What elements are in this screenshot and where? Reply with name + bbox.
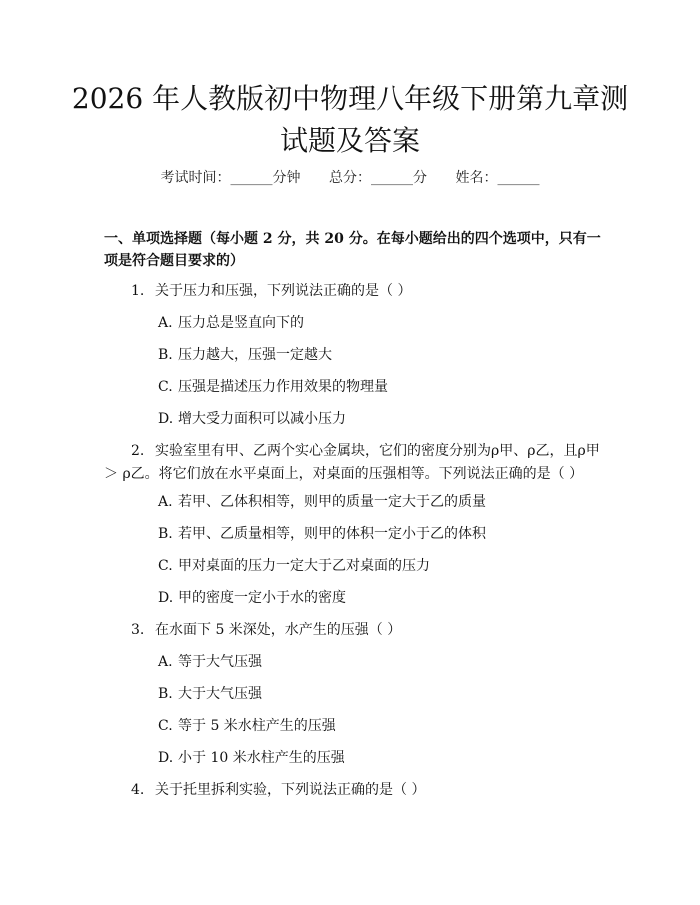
option-3d <box>158 748 598 768</box>
question-text: 在水面下 5 米深处，水产生的压强（ ） <box>155 622 402 638</box>
option-1a <box>158 313 598 333</box>
question-number: 1. <box>131 283 145 299</box>
option-letter: B. <box>158 526 173 542</box>
option-text: 大于大气压强 <box>178 686 262 702</box>
option-text: 压强是描述压力作用效果的物理量 <box>178 379 388 395</box>
question-2 <box>104 440 602 486</box>
question-number: 2. <box>131 443 145 459</box>
option-1c <box>158 377 598 397</box>
option-text: 等于 5 米水柱产生的压强 <box>178 718 336 734</box>
exam-time: 考试时间：______分钟 <box>160 170 301 186</box>
option-letter: C. <box>158 558 173 574</box>
question-number: 3. <box>131 622 145 638</box>
option-letter: D. <box>158 590 174 606</box>
option-letter: B. <box>158 686 173 702</box>
question-number: 4. <box>131 782 145 798</box>
section-heading: 一、单项选择题（每小题 2 分，共 20 分。在每小题给出的四个选项中，只有一项是符合题目要求的） <box>104 231 601 269</box>
option-text: 若甲、乙体积相等，则甲的质量一定大于乙的质量 <box>178 494 486 510</box>
option-letter: A. <box>158 315 173 331</box>
option-2d <box>158 588 598 608</box>
option-letter: A. <box>158 654 173 670</box>
option-letter: A. <box>158 494 173 510</box>
option-letter: B. <box>158 347 173 363</box>
exam-name: 姓名：______ <box>455 170 540 186</box>
option-letter: D. <box>158 411 174 427</box>
question-4 <box>104 779 602 802</box>
option-text: 压力总是竖直向下的 <box>178 315 304 331</box>
option-2b <box>158 524 598 544</box>
option-text: 若甲、乙质量相等，则甲的体积一定小于乙的体积 <box>178 526 486 542</box>
exam-score: 总分：______分 <box>329 170 427 186</box>
option-3b <box>158 684 598 704</box>
option-3a <box>158 652 598 672</box>
question-text: 实验室里有甲、乙两个实心金属块，它们的密度分别为ρ甲、ρ乙，且ρ甲 ＞ ρ乙。将它们放在水平桌面上，对桌面的压强相等。下列说法正确的是（ ） <box>104 443 600 482</box>
option-text: 压力越大，压强一定越大 <box>178 347 332 363</box>
option-1b <box>158 345 598 365</box>
option-2c <box>158 556 598 576</box>
option-letter: D. <box>158 750 174 766</box>
option-text: 甲对桌面的压力一定大于乙对桌面的压力 <box>178 558 430 574</box>
option-text: 增大受力面积可以减小压力 <box>178 411 346 427</box>
exam-meta <box>0 168 700 188</box>
option-text: 小于 10 米水柱产生的压强 <box>178 750 345 766</box>
option-text: 甲的密度一定小于水的密度 <box>178 590 346 606</box>
option-3c <box>158 716 598 736</box>
option-letter: C. <box>158 379 173 395</box>
question-3 <box>104 619 602 642</box>
question-text: 关于托里拆利实验，下列说法正确的是（ ） <box>155 782 426 798</box>
option-letter: C. <box>158 718 173 734</box>
document-title: 2026 年人教版初中物理八年级下册第九章测试题及答案 <box>71 82 629 157</box>
option-text: 等于大气压强 <box>178 654 262 670</box>
option-2a <box>158 492 598 512</box>
question-text: 关于压力和压强，下列说法正确的是（ ） <box>155 283 412 299</box>
option-1d <box>158 409 598 429</box>
question-1 <box>104 280 602 303</box>
